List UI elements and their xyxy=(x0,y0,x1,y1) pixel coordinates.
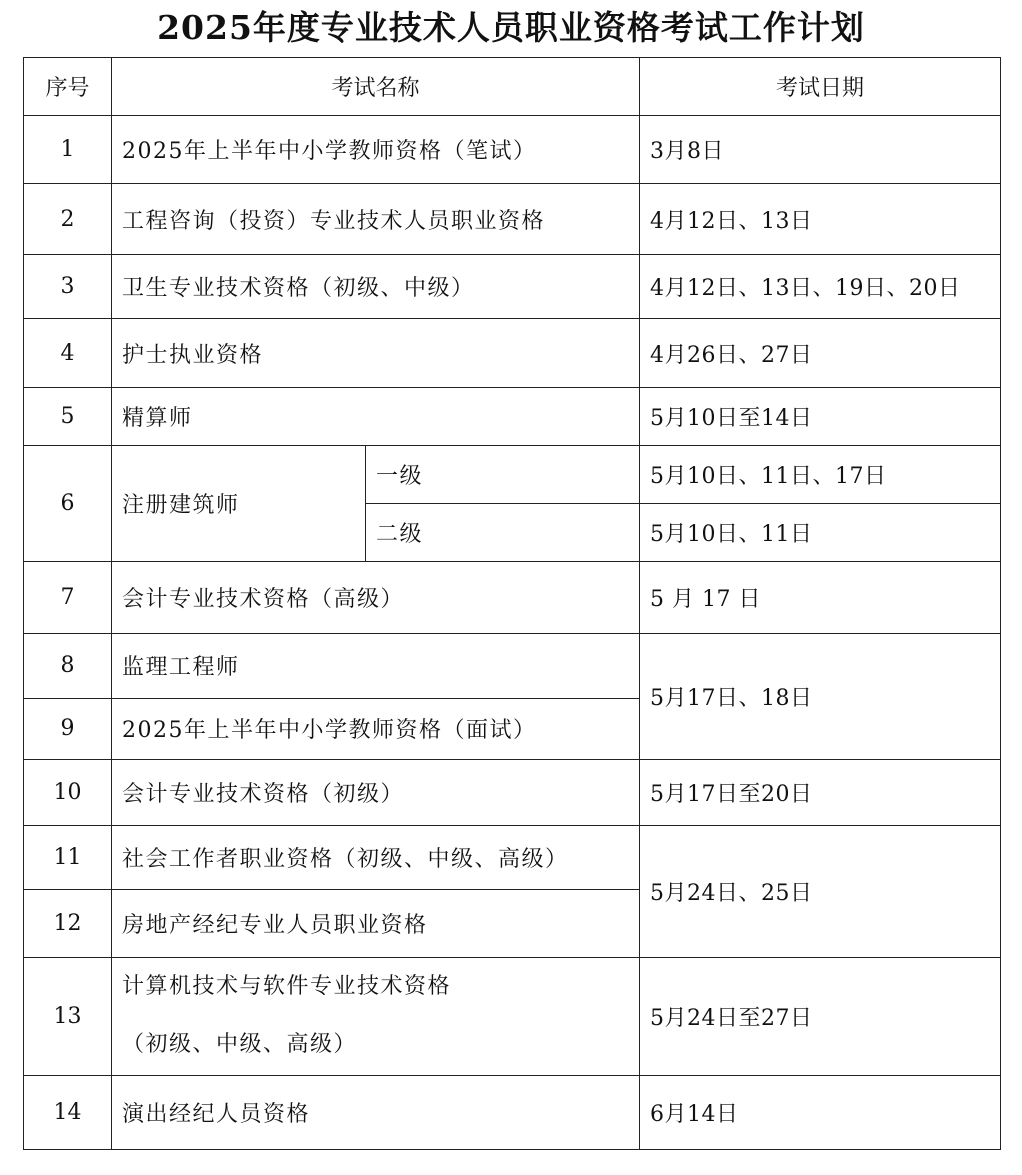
exam-level: 一级 xyxy=(366,446,640,504)
exam-date: 5月24日、25日 xyxy=(640,825,1001,957)
row-number: 4 xyxy=(24,319,112,388)
row-number: 11 xyxy=(24,825,112,889)
exam-date: 5月10日、11日 xyxy=(640,504,1001,562)
exam-name: 监理工程师 xyxy=(112,634,640,698)
page-title: 2025年度专业技术人员职业资格考试工作计划 xyxy=(157,8,865,47)
exam-name: 卫生专业技术资格（初级、中级） xyxy=(112,255,640,319)
row-number: 14 xyxy=(24,1075,112,1149)
row-number: 9 xyxy=(24,698,112,759)
exam-date: 4月12日、13日 xyxy=(640,184,1001,255)
exam-name: 2025年上半年中小学教师资格（笔试） xyxy=(112,116,640,184)
exam-date: 3月8日 xyxy=(640,116,1001,184)
header-name: 考试名称 xyxy=(112,58,640,116)
exam-name: 会计专业技术资格（初级） xyxy=(112,759,640,825)
header-date: 考试日期 xyxy=(640,58,1001,116)
row-number: 2 xyxy=(24,184,112,255)
exam-schedule-table xyxy=(23,57,1001,1150)
row-number: 7 xyxy=(24,562,112,634)
exam-level: 二级 xyxy=(366,504,640,562)
header-no: 序号 xyxy=(24,58,112,116)
table-row xyxy=(24,388,1001,446)
exam-name-line: 计算机技术与软件专业技术资格 xyxy=(122,974,452,1000)
table-row xyxy=(24,446,1001,504)
exam-name: 护士执业资格 xyxy=(112,319,640,388)
row-number: 1 xyxy=(24,116,112,184)
exam-date: 5月17日、18日 xyxy=(640,634,1001,759)
row-number: 3 xyxy=(24,255,112,319)
table-row xyxy=(24,1075,1001,1149)
table-header-row xyxy=(24,58,1001,116)
table-row xyxy=(24,562,1001,634)
exam-date: 5月24日至27日 xyxy=(640,957,1001,1075)
table-row xyxy=(24,759,1001,825)
exam-name: 精算师 xyxy=(112,388,640,446)
exam-date: 4月12日、13日、19日、20日 xyxy=(640,255,1001,319)
row-number: 8 xyxy=(24,634,112,698)
row-number: 5 xyxy=(24,388,112,446)
table-row xyxy=(24,825,1001,889)
exam-date: 6月14日 xyxy=(640,1075,1001,1149)
row-number: 12 xyxy=(24,889,112,957)
table-row xyxy=(24,184,1001,255)
exam-name-line: （初级、中级、高级） xyxy=(122,1032,358,1058)
table-row xyxy=(24,957,1001,1075)
exam-name: 房地产经纪专业人员职业资格 xyxy=(112,889,640,957)
exam-date: 5月10日、11日、17日 xyxy=(640,446,1001,504)
exam-name: 演出经纪人员资格 xyxy=(112,1075,640,1149)
exam-name: 注册建筑师 xyxy=(112,446,366,562)
exam-date: 5 月 17 日 xyxy=(640,562,1001,634)
row-number: 13 xyxy=(24,957,112,1075)
table-row xyxy=(24,319,1001,388)
exam-name: 2025年上半年中小学教师资格（面试） xyxy=(112,698,640,759)
table-row xyxy=(24,255,1001,319)
row-number: 6 xyxy=(24,446,112,562)
exam-name: 会计专业技术资格（高级） xyxy=(112,562,640,634)
exam-name: 社会工作者职业资格（初级、中级、高级） xyxy=(112,825,640,889)
table-row xyxy=(24,634,1001,698)
row-number: 10 xyxy=(24,759,112,825)
exam-date: 5月10日至14日 xyxy=(640,388,1001,446)
exam-date: 4月26日、27日 xyxy=(640,319,1001,388)
table-row xyxy=(24,116,1001,184)
exam-name: 工程咨询（投资）专业技术人员职业资格 xyxy=(112,184,640,255)
exam-date: 5月17日至20日 xyxy=(640,759,1001,825)
exam-name xyxy=(112,957,640,1075)
